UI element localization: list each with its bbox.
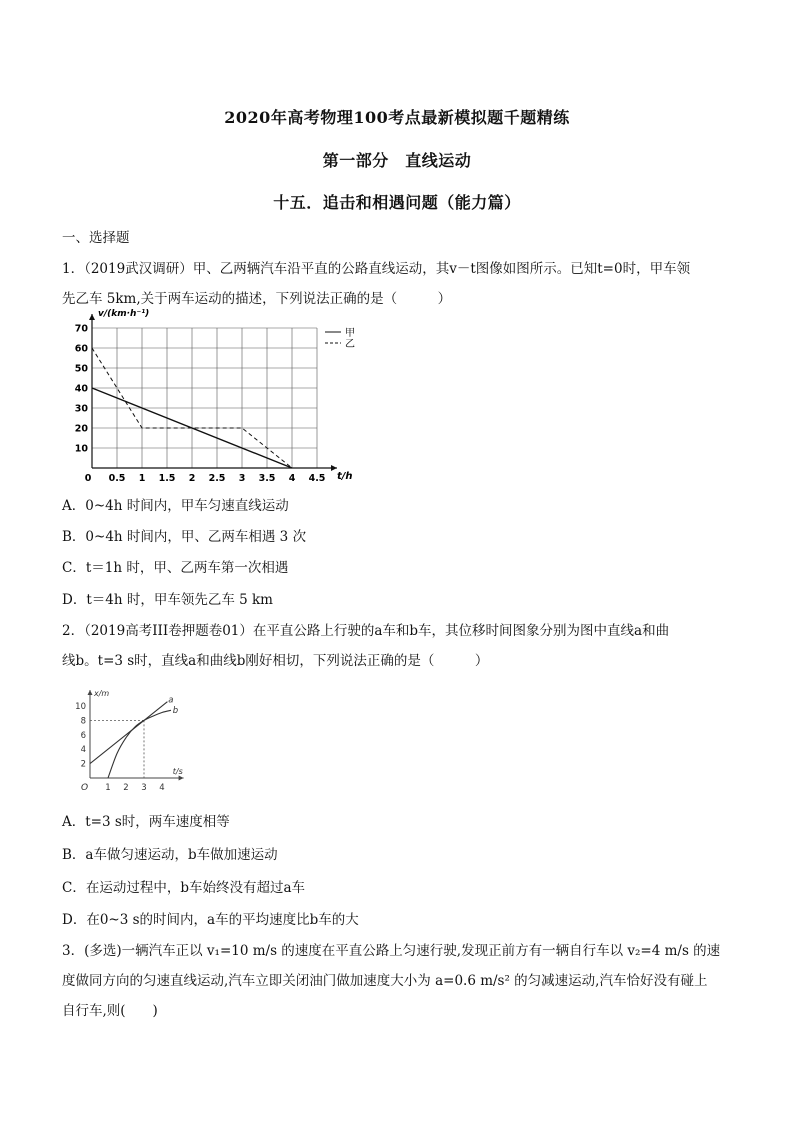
y-tick-label: 40 bbox=[74, 383, 88, 395]
q1-option-b: B．0~4h 时间内，甲、乙两车相遇 3 次 bbox=[62, 529, 307, 545]
vt-chart bbox=[62, 309, 382, 490]
question-1 bbox=[62, 254, 732, 314]
x-tick-label: 4 bbox=[159, 783, 165, 793]
question-2 bbox=[62, 616, 732, 676]
x-tick-label: 4.5 bbox=[308, 473, 326, 484]
x-tick-label: 1 bbox=[138, 473, 146, 484]
x-tick-label: 1.5 bbox=[158, 473, 176, 484]
x-axis-label: t/h bbox=[337, 471, 353, 482]
question-2-line-1: 2．（2019高考III卷押题卷01）在平直公路上行驶的a车和b车，其位移时间图象分别为图中直线a和曲 bbox=[62, 623, 670, 639]
q1-option-a: A．0~4h 时间内，甲车匀速直线运动 bbox=[62, 498, 289, 514]
y-tick-label: 10 bbox=[74, 443, 88, 455]
series-label-a: a bbox=[168, 695, 174, 706]
y-tick-label: 8 bbox=[80, 716, 86, 727]
topic-heading: 十五．追击和相遇问题（能力篇） bbox=[273, 193, 521, 212]
question-1-line-1: 1．（2019武汉调研）甲、乙两辆汽车沿平直的公路直线运动，其v－t图像如图所示。已知t=0时，甲车领 bbox=[62, 261, 691, 277]
y-axis-label: x/m bbox=[94, 689, 110, 698]
y-tick-label: 2 bbox=[80, 759, 86, 770]
x-tick-label: 2 bbox=[188, 473, 196, 484]
y-tick-label: 70 bbox=[74, 323, 88, 335]
document-title: 2020年高考物理100考点最新模拟题千题精练 bbox=[224, 108, 570, 127]
y-tick-label: 6 bbox=[80, 730, 86, 741]
legend-label: 乙 bbox=[345, 339, 355, 350]
x-axis-label: t/s bbox=[172, 767, 183, 776]
legend-label: 甲 bbox=[345, 328, 355, 339]
section-heading: 一、选择题 bbox=[62, 230, 130, 246]
question-1-line-2: 先乙车 5km,关于两车运动的描述，下列说法正确的是（ ） bbox=[62, 291, 452, 307]
x-tick-label: 3 bbox=[141, 783, 147, 793]
y-axis-arrow bbox=[89, 314, 95, 320]
x-tick-label: 2 bbox=[123, 783, 129, 793]
y-tick-label: 20 bbox=[74, 423, 88, 435]
y-tick-label: 10 bbox=[75, 702, 86, 712]
x-tick-label: 3 bbox=[238, 473, 246, 484]
y-tick-label: 30 bbox=[74, 403, 88, 415]
question-2-line-2: 线b。t=3 s时，直线a和曲线b刚好相切，下列说法正确的是（ ） bbox=[62, 653, 489, 669]
question-3-line-3: 自行车,则( ) bbox=[62, 1003, 158, 1019]
x-tick-label: 3.5 bbox=[258, 473, 276, 484]
series-label-b: b bbox=[172, 706, 179, 717]
question-3-line-2: 度做同方向的匀速直线运动,汽车立即关闭油门做加速度大小为 a=0.6 m/s² 的匀减速运动,汽车恰好没有碰上 bbox=[62, 973, 708, 989]
part-heading: 第一部分 直线运动 bbox=[322, 151, 472, 170]
y-tick-label: 50 bbox=[74, 363, 88, 375]
q1-option-c: C．t＝1h 时，甲、乙两车第一次相遇 bbox=[62, 560, 289, 576]
q2-option-c: C．在运动过程中，b车始终没有超过a车 bbox=[62, 880, 306, 896]
xt-chart bbox=[62, 686, 212, 798]
question-3 bbox=[62, 936, 732, 1026]
y-tick-label: 60 bbox=[74, 343, 88, 355]
series-line-a bbox=[90, 702, 167, 764]
question-3-line-1: 3．(多选)一辆汽车正以 v₁=10 m/s 的速度在平直公路上匀速行驶,发现正前方有一辆自行车以 v₂=4 m/s 的速 bbox=[62, 943, 721, 959]
y-axis-arrow bbox=[88, 690, 93, 695]
x-tick-label: 0.5 bbox=[108, 473, 126, 484]
q2-option-d: D．在0~3 s的时间内，a车的平均速度比b车的大 bbox=[62, 912, 359, 928]
origin-label: O bbox=[81, 783, 89, 793]
x-tick-label: 4 bbox=[288, 473, 296, 484]
x-tick-label: 0 bbox=[84, 473, 92, 484]
x-tick-label: 1 bbox=[105, 783, 111, 793]
y-tick-label: 4 bbox=[80, 745, 86, 756]
q2-option-b: B．a车做匀速运动，b车做加速运动 bbox=[62, 847, 278, 863]
x-axis-arrow bbox=[179, 776, 184, 781]
q2-option-a: A．t=3 s时，两车速度相等 bbox=[62, 814, 230, 830]
x-tick-label: 2.5 bbox=[208, 473, 226, 484]
q1-option-d: D．t＝4h 时，甲车领先乙车 5 km bbox=[62, 592, 273, 608]
y-axis-label: v/(km·h⁻¹) bbox=[98, 309, 150, 319]
